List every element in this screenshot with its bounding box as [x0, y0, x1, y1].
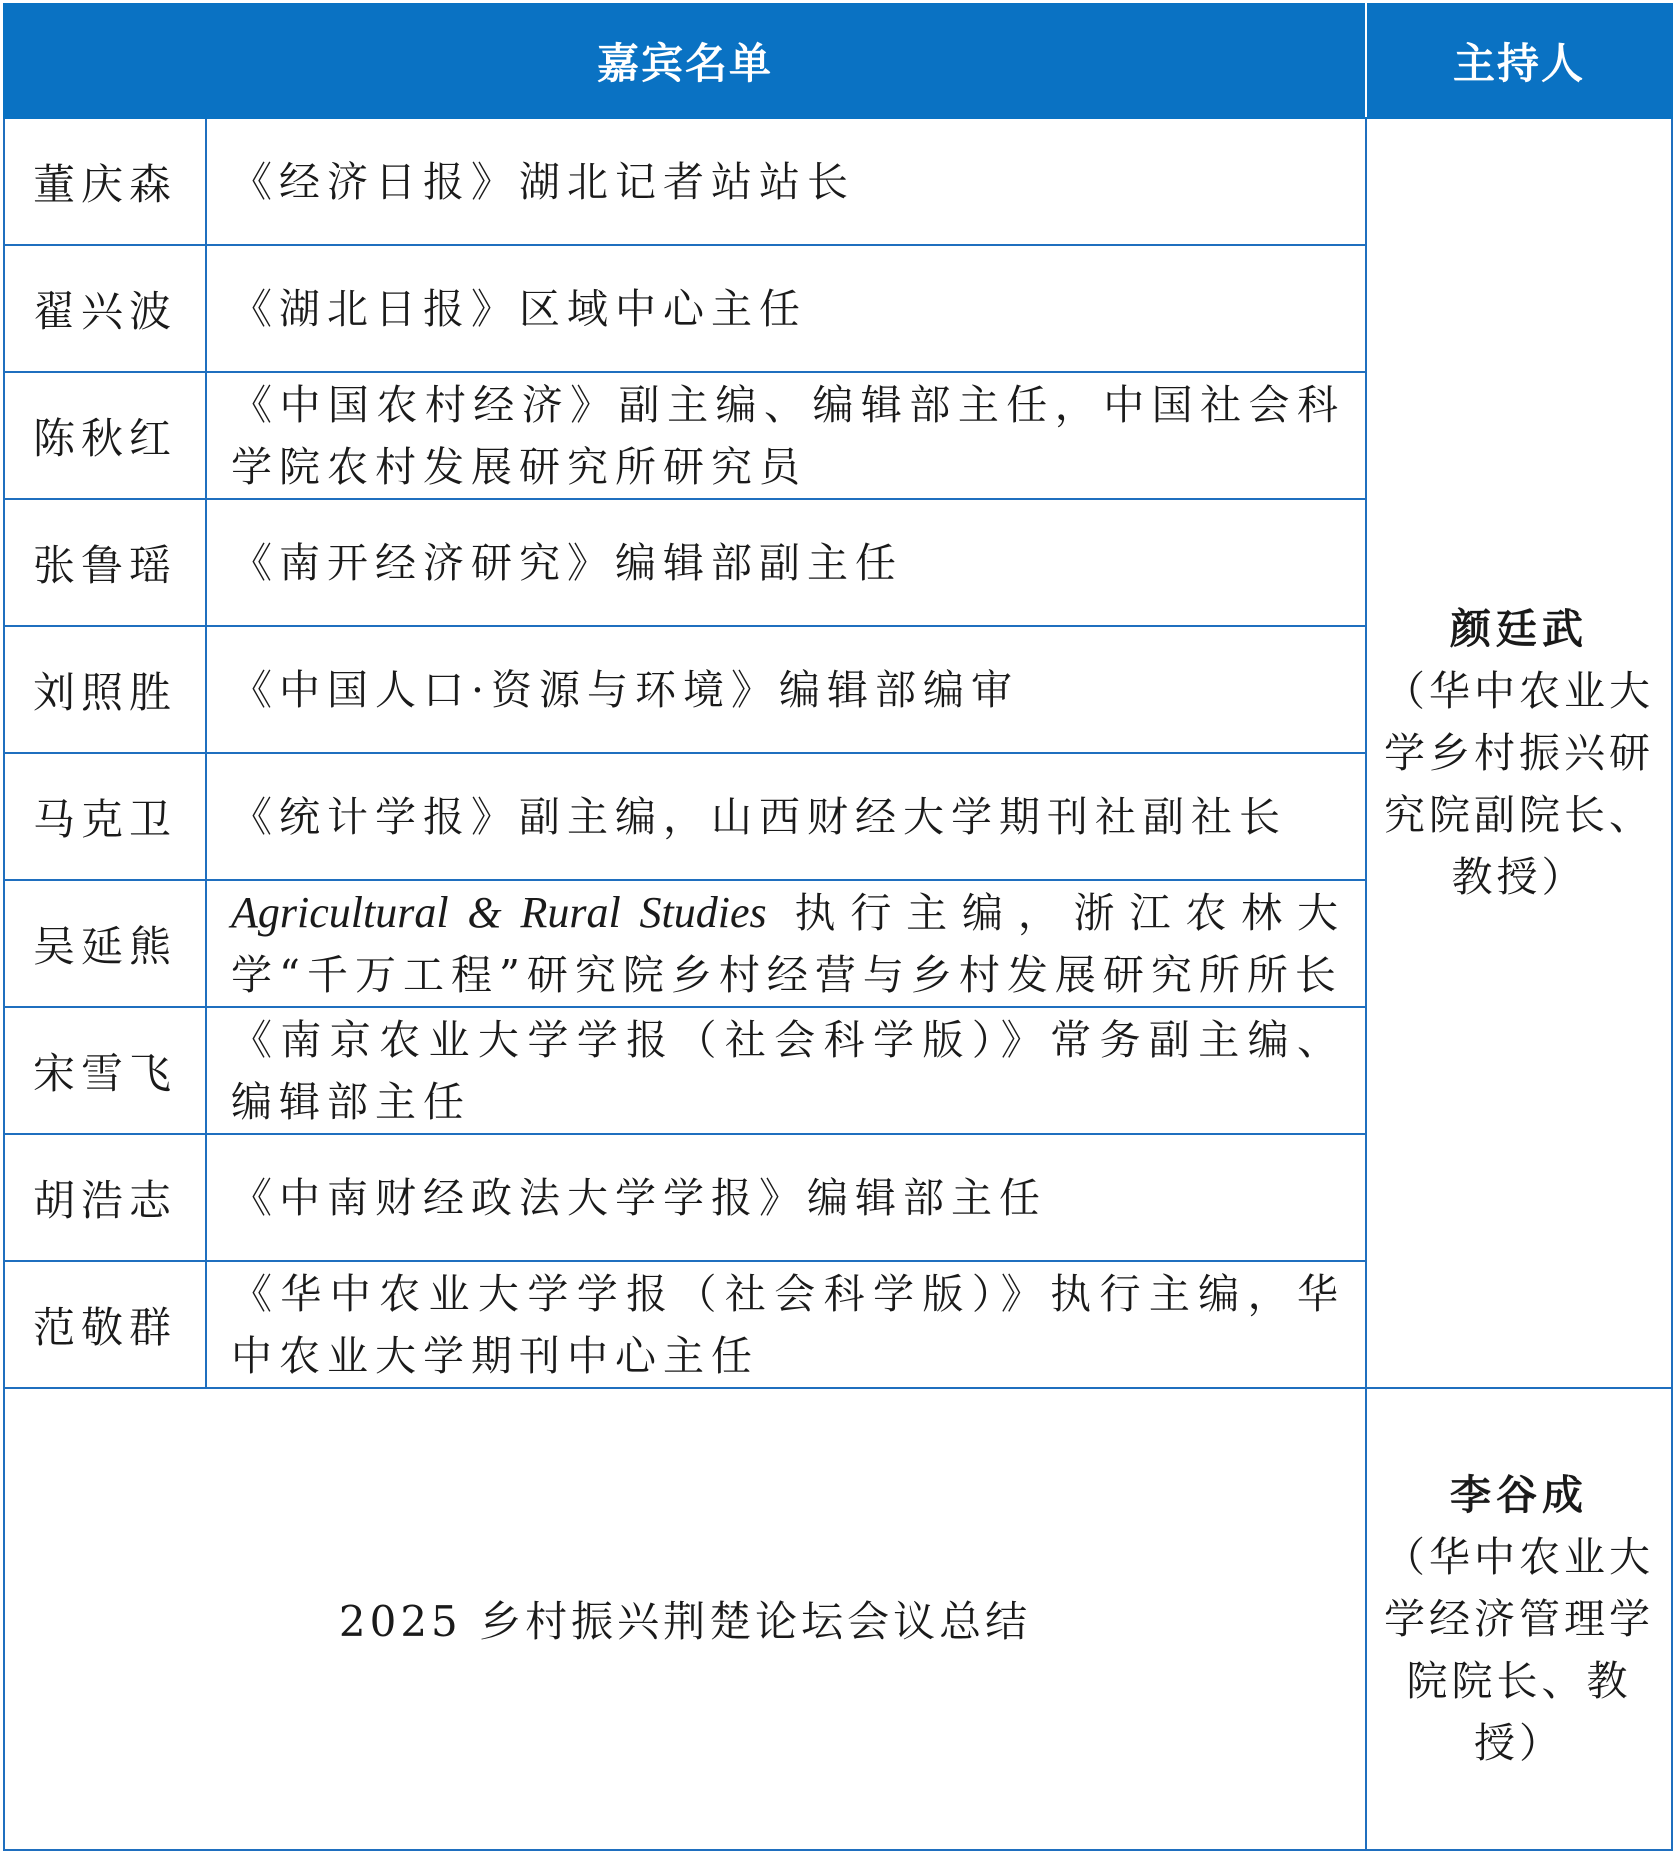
guest-name: 范敬群 — [4, 1261, 206, 1388]
guest-role-rest: 执行主编，浙江农林大学“千万工程”研究院乡村经营与乡村发展研究所所长 — [231, 888, 1345, 999]
guest-name: 张鲁瑶 — [4, 499, 206, 626]
host-name: 李谷成 — [1450, 1471, 1589, 1519]
header-guests: 嘉宾名单 — [4, 4, 1366, 118]
journal-title-italic: Agricultural & Rural Studies — [231, 887, 767, 937]
host-name: 颜廷武 — [1450, 605, 1589, 653]
guest-role: 《经济日报》湖北记者站站长 — [206, 118, 1366, 245]
summary-row — [4, 1388, 1672, 1850]
summary-title: 2025 乡村振兴荆楚论坛会议总结 — [4, 1388, 1366, 1850]
guest-list-table-container — [3, 3, 1671, 1851]
guest-name: 陈秋红 — [4, 372, 206, 499]
host-cell — [1366, 118, 1672, 1388]
guest-name: 宋雪飞 — [4, 1007, 206, 1134]
guest-name: 胡浩志 — [4, 1134, 206, 1261]
guest-list-table — [3, 3, 1673, 1851]
host-affiliation: （华中农业大学经济管理学院院长、教授） — [1384, 1533, 1655, 1767]
guest-name: 刘照胜 — [4, 626, 206, 753]
host-cell — [1366, 1388, 1672, 1850]
guest-name: 董庆森 — [4, 118, 206, 245]
guest-role: 《南京农业大学学报（社会科学版）》常务副主编、编辑部主任 — [206, 1007, 1366, 1134]
guest-name: 吴延熊 — [4, 880, 206, 1007]
header-row — [4, 4, 1672, 118]
guest-role: 《南开经济研究》编辑部副主任 — [206, 499, 1366, 626]
guest-role: 《华中农业大学学报（社会科学版）》执行主编，华中农业大学期刊中心主任 — [206, 1261, 1366, 1388]
header-host: 主持人 — [1366, 4, 1672, 118]
host-affiliation: （华中农业大学乡村振兴研究院副院长、教授） — [1384, 667, 1655, 901]
guest-role — [206, 880, 1366, 1007]
guest-name: 翟兴波 — [4, 245, 206, 372]
guest-role: 《中国农村经济》副主编、编辑部主任，中国社会科学院农村发展研究所研究员 — [206, 372, 1366, 499]
guest-role: 《中南财经政法大学学报》编辑部主任 — [206, 1134, 1366, 1261]
guest-row — [4, 118, 1672, 245]
guest-role: 《中国人口·资源与环境》编辑部编审 — [206, 626, 1366, 753]
guest-role: 《统计学报》副主编，山西财经大学期刊社副社长 — [206, 753, 1366, 880]
guest-role: 《湖北日报》区域中心主任 — [206, 245, 1366, 372]
guest-name: 马克卫 — [4, 753, 206, 880]
